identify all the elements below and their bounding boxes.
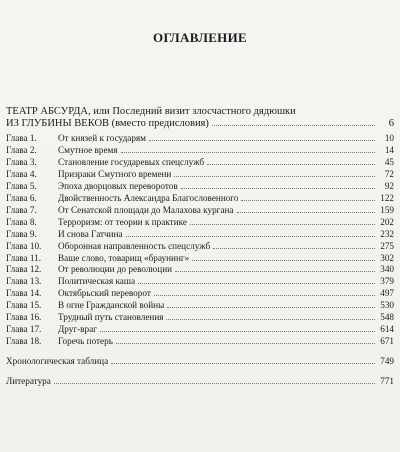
chapter-number: Глава 5. [6,180,37,191]
chapter-number: Глава 15. [6,300,42,311]
leader-dots [241,200,375,201]
chapter-page: 497 [380,288,394,299]
toc-row [6,276,394,288]
chapter-page: 92 [384,180,394,191]
toc-row [6,217,394,229]
toc-row [6,193,394,205]
bibliography-title: Литература [6,376,51,387]
chapter-page: 340 [380,264,394,275]
chapter-page: 379 [380,276,394,287]
chapter-page: 45 [384,156,394,167]
leader-dots [154,295,375,296]
toc-row [6,205,394,217]
chapter-title: Друг-враг [58,324,97,335]
chapter-number: Глава 9. [6,228,37,239]
chapter-page: 671 [380,336,394,347]
toc-row [6,145,394,157]
leader-dots [167,307,375,308]
leader-dots [181,188,375,189]
leader-dots [213,248,375,249]
toc-row [6,241,394,253]
leader-dots [126,236,375,237]
chapter-page: 530 [380,300,394,311]
toc-row [6,181,394,193]
toc-row [6,336,394,348]
chapter-title: Горечь потерь [58,336,113,347]
chapter-number: Глава 1. [6,133,37,143]
chapter-title: Оборонная направленность спецслужб [58,240,211,251]
intro-subtitle: ИЗ ГЛУБИНЫ ВЕКОВ (вместо предисловия) [6,118,209,129]
chapter-title: Смутное время [58,144,118,155]
chapter-title: Становление государевых спецслужб [58,156,204,167]
leader-dots [54,383,375,384]
chapter-page: 14 [384,144,394,155]
bibliography-page: 771 [380,376,394,387]
chapter-number: Глава 14. [6,288,42,299]
chapter-number: Глава 7. [6,204,37,215]
chapter-title: Эпоха дворцовых переворотов [58,180,178,191]
toc-row [6,253,394,265]
chapter-number: Глава 3. [6,156,37,167]
chapter-title: Ваше слово, товарищ «браунинг» [58,252,190,263]
chapter-page: 72 [384,168,394,179]
chapter-title: Терроризм: от теории к практике [58,216,187,227]
leader-dots [111,363,375,364]
toc-row [6,169,394,181]
leader-dots [116,343,375,344]
chapter-page: 122 [380,192,394,203]
chapter-number: Глава 11. [6,252,42,263]
chapter-title: И снова Гатчина [58,228,123,239]
chapter-title: Октябрьский переворот [58,288,151,299]
leader-dots [166,319,375,320]
section-gap [6,368,394,376]
section-gap [6,348,394,356]
chapter-number: Глава 10. [6,240,42,251]
chapter-page: 275 [380,240,394,251]
toc-row [6,300,394,312]
table-of-contents [6,133,394,388]
toc-row [6,133,394,145]
chapter-title: В огне Гражданской войны [58,300,165,311]
chapter-number: Глава 16. [6,312,42,323]
toc-row [6,288,394,300]
chapter-title: Призраки Смутного времени [58,168,172,179]
leader-dots [138,283,375,284]
leader-dots [190,224,375,225]
chapter-page: 159 [380,204,394,215]
chapter-title: Трудный путь становления [58,312,164,323]
appendix-page: 749 [380,356,394,367]
leader-dots [207,164,375,165]
intro-line-1 [6,106,394,118]
toc-row-extra [6,376,394,388]
chapter-number: Глава 13. [6,276,42,287]
chapter-title: Двойственность Александра Благословенного [58,192,239,203]
intro-title: ТЕАТР АБСУРДА, или Последний визит злосчастного дядюшки [6,106,296,117]
chapter-page: 202 [380,216,394,227]
chapter-title: Политическая каша [58,276,136,287]
chapter-number: Глава 4. [6,168,37,179]
chapter-title: От революции до революции [58,264,173,275]
toc-row [6,157,394,169]
chapter-page: 10 [384,133,394,143]
intro-block [6,106,394,130]
toc-row [6,324,394,336]
chapter-number: Глава 18. [6,336,42,347]
chapter-number: Глава 17. [6,324,42,335]
toc-row [6,229,394,241]
chapter-title: От князей к государям [58,133,146,143]
toc-row [6,264,394,276]
leader-dots [100,331,375,332]
chapter-number: Глава 2. [6,144,37,155]
intro-line-2 [6,118,394,130]
chapter-page: 614 [380,324,394,335]
leader-dots [192,260,375,261]
leader-dots [149,140,375,141]
leader-dots [174,176,375,177]
toc-row [6,312,394,324]
chapter-number: Глава 8. [6,216,37,227]
chapter-page: 302 [380,252,394,263]
chapter-number: Глава 6. [6,192,37,203]
leader-dots [121,152,375,153]
leader-dots [212,125,375,126]
chapter-page: 232 [380,228,394,239]
intro-page-number: 6 [388,118,394,129]
page-title: ОГЛАВЛЕНИЕ [153,30,247,45]
chapter-page: 548 [380,312,394,323]
chapter-number: Глава 12. [6,264,42,275]
toc-row-extra [6,356,394,368]
chapter-title: От Сенатской площади до Малахова кургана [58,204,234,215]
appendix-title: Хронологическая таблица [6,356,109,367]
leader-dots [237,212,375,213]
leader-dots [175,271,375,272]
